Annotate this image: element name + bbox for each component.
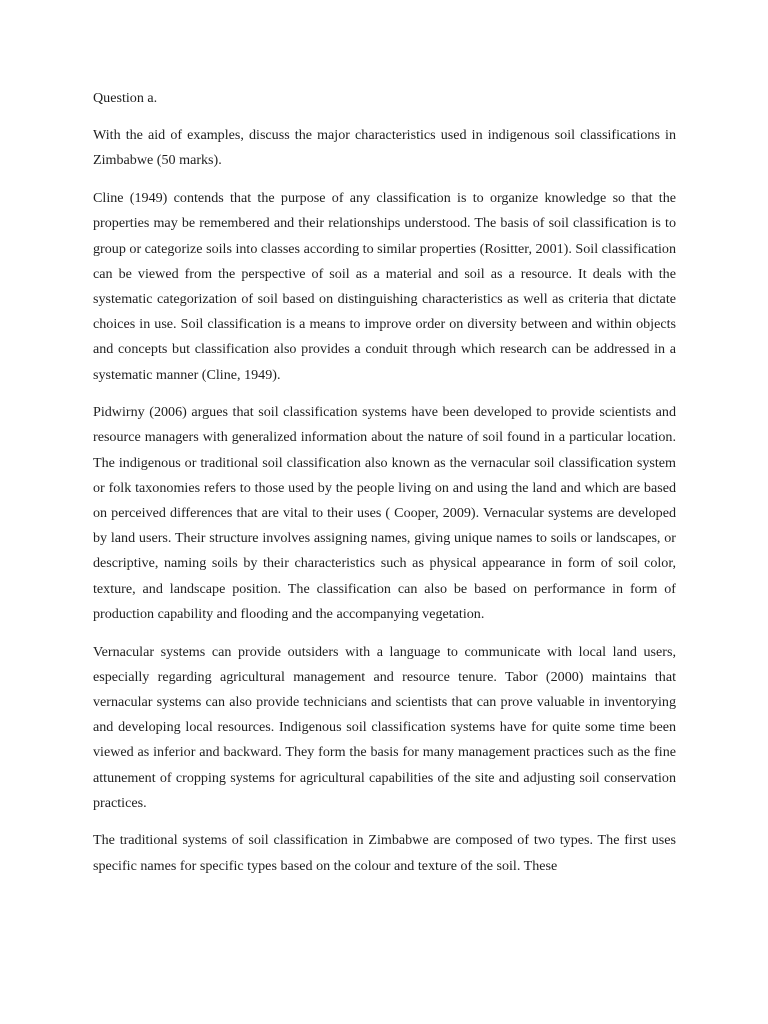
body-paragraph-pidwirny: Pidwirny (2006) argues that soil classification systems have been developed to provide scientists and resource managers with generalized information about the nature of soil found in a particular location. The indigenous or traditional soil classification also known as the vernacular soil classification system or folk taxonomies refers to those used by the people living on and using the land and which are based on perceived differences that are vital to their uses ( Cooper, 2009). Vernacular systems are developed by land users. Their structure involves assigning names, giving unique names to soils or landscapes, or descriptive, naming soils by their characteristics such as physical appearance in form of soil color, texture, and landscape position. The classification can also be based on performance in form of production capability and flooding and the accompanying vegetation. bbox=[93, 404, 676, 622]
question-heading: Question a. bbox=[93, 90, 158, 106]
question-prompt-paragraph: With the aid of examples, discuss the major characteristics used in indigenous soil classifications in Zimbabwe (50 marks). bbox=[93, 127, 676, 169]
body-paragraph-traditional: The traditional systems of soil classification in Zimbabwe are composed of two types. The first uses specific names for specific types based on the colour and texture of the soil. These bbox=[93, 832, 676, 874]
body-paragraph-vernacular: Vernacular systems can provide outsiders with a language to communicate with local land users, especially regarding agricultural management and resource tenure. Tabor (2000) maintains that vernacular systems can also provide technicians and scientists that can prove valuable in inventorying and developing local resources. Indigenous soil classification systems have for quite some time been viewed as inferior and backward. They form the basis for many management practices such as the fine attunement of cropping systems for agricultural capabilities of the site and adjusting soil conservation practices. bbox=[93, 643, 676, 811]
body-paragraph-cline: Cline (1949) contends that the purpose of any classification is to organize knowledge so that the properties may be remembered and their relationships understood. The basis of soil classification is to group or categorize soils into classes according to similar properties (Rositter, 2001). Soil classification can be viewed from the perspective of soil as a material and soil as a resource. It deals with the systematic categorization of soil based on distinguishing characteristics as well as criteria that dictate choices in use. Soil classification is a means to improve order on diversity between and within objects and concepts but classification also provides a conduit through which research can be addressed in a systematic manner (Cline, 1949). bbox=[93, 190, 677, 383]
